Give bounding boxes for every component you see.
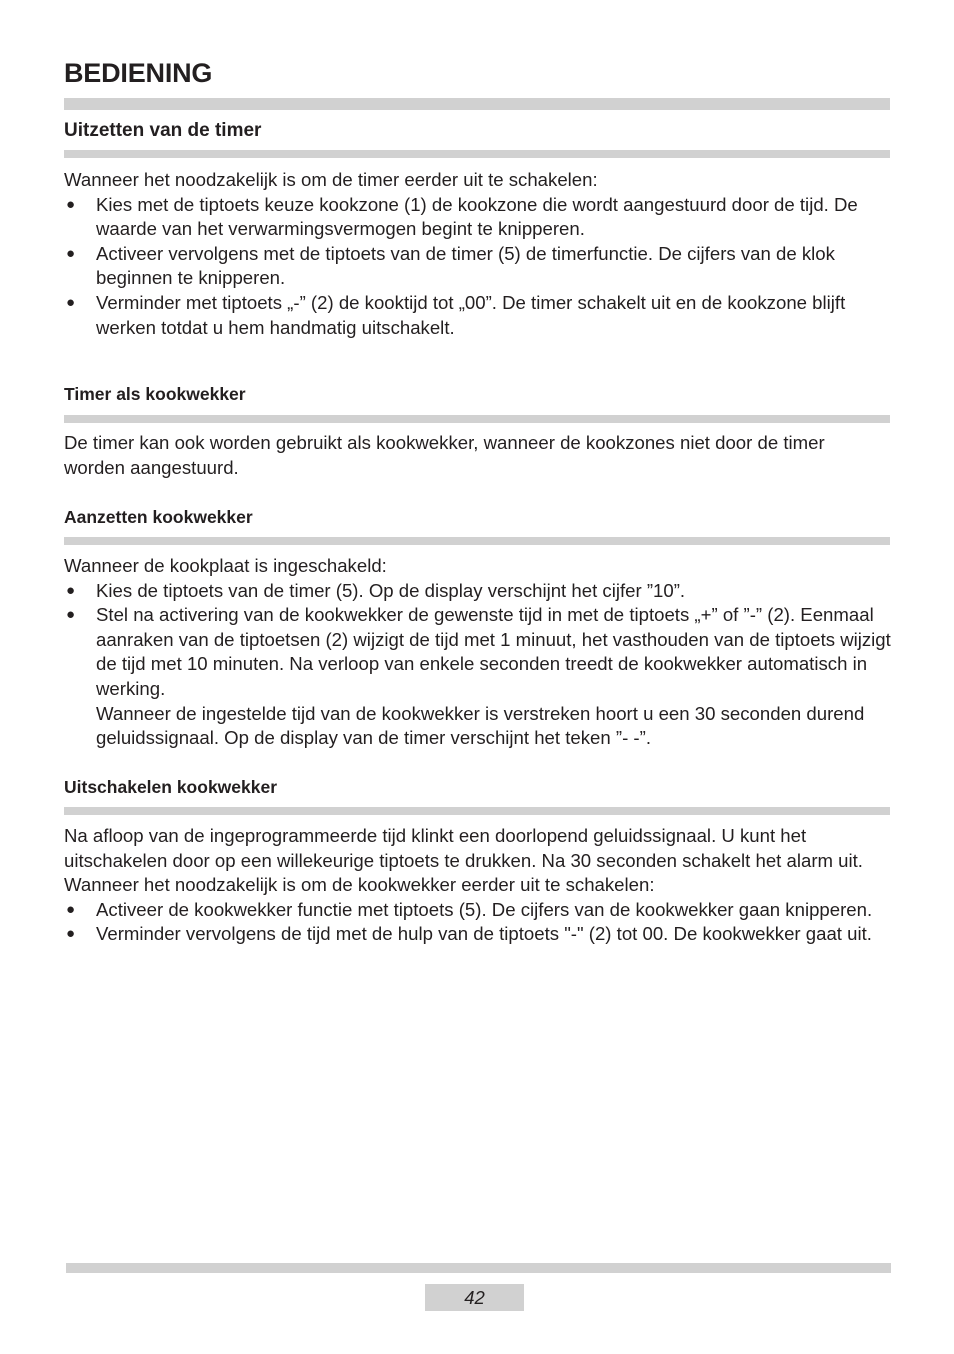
- section-divider: [64, 537, 890, 545]
- bullet-list: [64, 193, 894, 341]
- list-item: ● Kies met de tiptoets keuze kookzone (1) de kookzone die wordt aangestuurd door de tijd. De waarde van het verwarmingsvermogen begint te knipperen.: [66, 193, 858, 240]
- intro-text: Wanneer de kookplaat is ingeschakeld:: [64, 555, 387, 576]
- section-divider: [64, 807, 890, 815]
- page-number: 42: [425, 1284, 524, 1311]
- section-body-timer-kookwekker: [64, 431, 864, 480]
- page-title: BEDIENING: [64, 58, 213, 88]
- list-item: ● Kies de tiptoets van de timer (5). Op de display verschijnt het cijfer ”10”.: [64, 579, 894, 604]
- section-divider: [64, 415, 890, 423]
- section-body-uitschakelen-kookwekker: [64, 824, 894, 947]
- bullet-icon: ●: [66, 244, 76, 262]
- intro-text: Wanneer het noodzakelijk is om de kookwekker eerder uit te schakelen:: [64, 874, 655, 896]
- bullet-icon: ●: [66, 581, 76, 599]
- section-body-uitzetten-timer: [64, 168, 894, 340]
- paragraph-text: De timer kan ook worden gebruikt als kookwekker, wanneer de kookzones niet door de timer worden aangestuurd.: [64, 432, 825, 478]
- paragraph-text: Na afloop van de ingeprogrammeerde tijd klinkt een doorlopend geluidssignaal. U kunt het uitschakelen door op een willekeurige tiptoets te drukken. Na 30 seconden schakelt het alarm uit.: [64, 825, 863, 871]
- section-heading-uitschakelen-kookwekker: Uitschakelen kookwekker: [64, 777, 278, 797]
- bullet-icon: ●: [66, 293, 76, 311]
- list-item: ● Activeer de kookwekker functie met tiptoets (5). De cijfers van de kookwekker gaan knipperen.: [64, 898, 894, 923]
- bullet-list: [64, 898, 894, 947]
- bullet-list: [64, 579, 894, 751]
- list-item: ● Stel na activering van de kookwekker de gewenste tijd in met de tiptoets „+” of ”-” (2). Eenmaal aanraken van de tiptoetsen (2) wijzigt de tijd met 1 minuut, het vasthouden van de tiptoets wijzigt de tijd met 10 minuten. Na verloop van enkele seconden treedt de kookwekker automatisch in werking. Wanneer de ingestelde tijd van de kookwekker is verstreken hoort u een 30 seconden durend geluidssignaal. Op de display van de timer verschijnt het teken ”- -”.: [66, 604, 891, 749]
- section-heading-timer-kookwekker: Timer als kookwekker: [64, 384, 246, 404]
- section-body-aanzetten-kookwekker: [64, 554, 894, 751]
- title-divider: [64, 98, 890, 110]
- section-divider: [64, 150, 890, 158]
- bullet-icon: ●: [66, 606, 76, 624]
- list-item: ● Verminder met tiptoets „-” (2) de kooktijd tot „00”. De timer schakelt uit en de kookzone blijft werken totdat u hem handmatig uitschakelt.: [66, 291, 846, 338]
- footer-divider: [66, 1263, 891, 1273]
- list-item: ● Verminder vervolgens de tijd met de hulp van de tiptoets "-" (2) tot 00. De kookwekker gaat uit.: [64, 922, 894, 947]
- section-heading-uitzetten-timer: Uitzetten van de timer: [64, 120, 262, 141]
- bullet-icon: ●: [66, 195, 76, 213]
- bullet-icon: ●: [66, 925, 76, 943]
- section-heading-aanzetten-kookwekker: Aanzetten kookwekker: [64, 507, 253, 527]
- list-item: ● Activeer vervolgens met de tiptoets van de timer (5) de timerfunctie. De cijfers van de klok beginnen te knipperen.: [66, 242, 835, 289]
- bullet-icon: ●: [66, 900, 76, 918]
- bullet-continuation: Wanneer de ingestelde tijd van de kookwekker is verstreken hoort u een 30 seconden durend geluidssignaal. Op de display van de timer verschijnt het teken ”- -”.: [96, 702, 865, 749]
- intro-text: Wanneer het noodzakelijk is om de timer eerder uit te schakelen:: [64, 169, 598, 190]
